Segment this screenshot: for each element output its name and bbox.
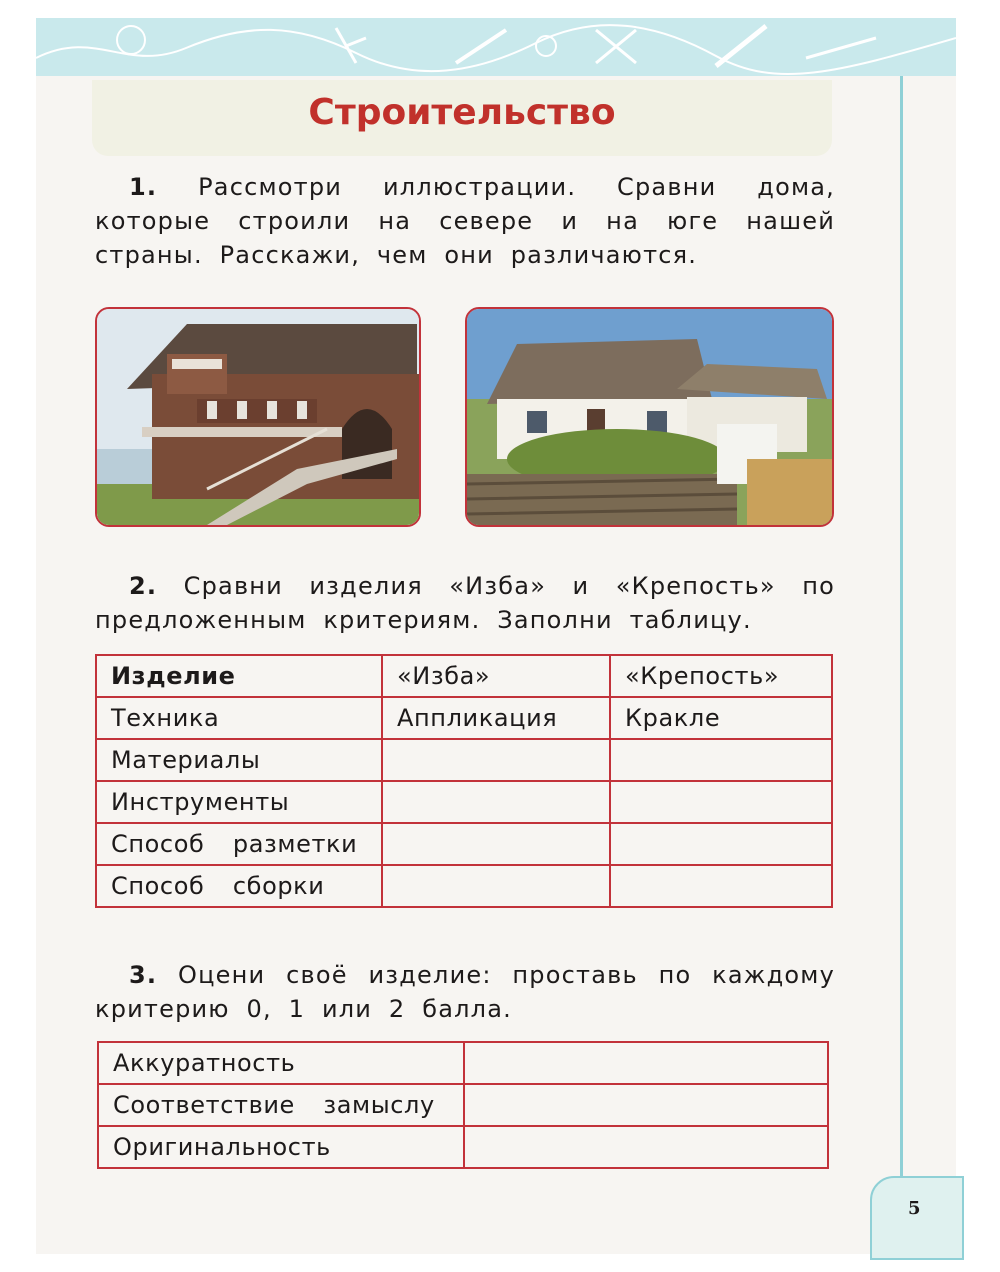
task-1-text: Рассмотри иллюстрации. Сравни дома, которые строили на севере и на юге нашей страны. Расскажи, чем они различаются. <box>95 173 835 269</box>
criterion-cell: Способ сборки <box>96 865 382 907</box>
criterion-cell: Материалы <box>96 739 382 781</box>
answer-cell[interactable]: Аппликация <box>382 697 610 739</box>
answer-cell[interactable] <box>382 823 610 865</box>
task-1-number: 1. <box>129 173 158 201</box>
wooden-izba-image <box>97 309 419 525</box>
page-number: 5 <box>908 1198 921 1219</box>
header-cell: «Крепость» <box>610 655 832 697</box>
table-row <box>96 823 832 865</box>
score-cell[interactable] <box>464 1126 828 1168</box>
table-row <box>96 865 832 907</box>
criterion-cell: Способ разметки <box>96 823 382 865</box>
table-row <box>98 1084 828 1126</box>
criterion-cell: Оригинальность <box>98 1126 464 1168</box>
score-cell[interactable] <box>464 1042 828 1084</box>
southern-house-photo <box>465 307 834 527</box>
table-row <box>98 1126 828 1168</box>
northern-house-photo <box>95 307 421 527</box>
task-3 <box>95 958 835 1026</box>
criterion-cell: Инструменты <box>96 781 382 823</box>
score-table <box>97 1041 829 1169</box>
task-1 <box>95 170 835 272</box>
whitewashed-hut-image <box>467 309 832 525</box>
page-title: Строительство <box>308 92 616 133</box>
comparison-table <box>95 654 833 908</box>
task-3-text: Оцени своё изделие: проставь по каждому критерию 0, 1 или 2 балла. <box>95 961 835 1023</box>
criterion-cell: Соответствие замыслу <box>98 1084 464 1126</box>
criterion-cell: Аккуратность <box>98 1042 464 1084</box>
page-margin-rule <box>900 76 903 1176</box>
answer-cell[interactable] <box>382 781 610 823</box>
table-row <box>96 739 832 781</box>
answer-cell[interactable]: Кракле <box>610 697 832 739</box>
task-2-number: 2. <box>129 572 158 600</box>
decorative-header-band <box>36 18 956 76</box>
table-row <box>96 697 832 739</box>
task-2-text: Сравни изделия «Изба» и «Крепость» по предложенным критериям. Заполни таблицу. <box>95 572 835 634</box>
header-cell: Изделие <box>96 655 382 697</box>
answer-cell[interactable] <box>382 865 610 907</box>
header-cell: «Изба» <box>382 655 610 697</box>
task-2 <box>95 569 835 637</box>
score-cell[interactable] <box>464 1084 828 1126</box>
criterion-cell: Техника <box>96 697 382 739</box>
task-3-number: 3. <box>129 961 158 989</box>
answer-cell[interactable] <box>610 781 832 823</box>
table-row <box>96 781 832 823</box>
answer-cell[interactable] <box>382 739 610 781</box>
answer-cell[interactable] <box>610 865 832 907</box>
answer-cell[interactable] <box>610 823 832 865</box>
table-row <box>98 1042 828 1084</box>
table-header-row <box>96 655 832 697</box>
answer-cell[interactable] <box>610 739 832 781</box>
craft-tools-ornament-icon <box>36 18 956 76</box>
